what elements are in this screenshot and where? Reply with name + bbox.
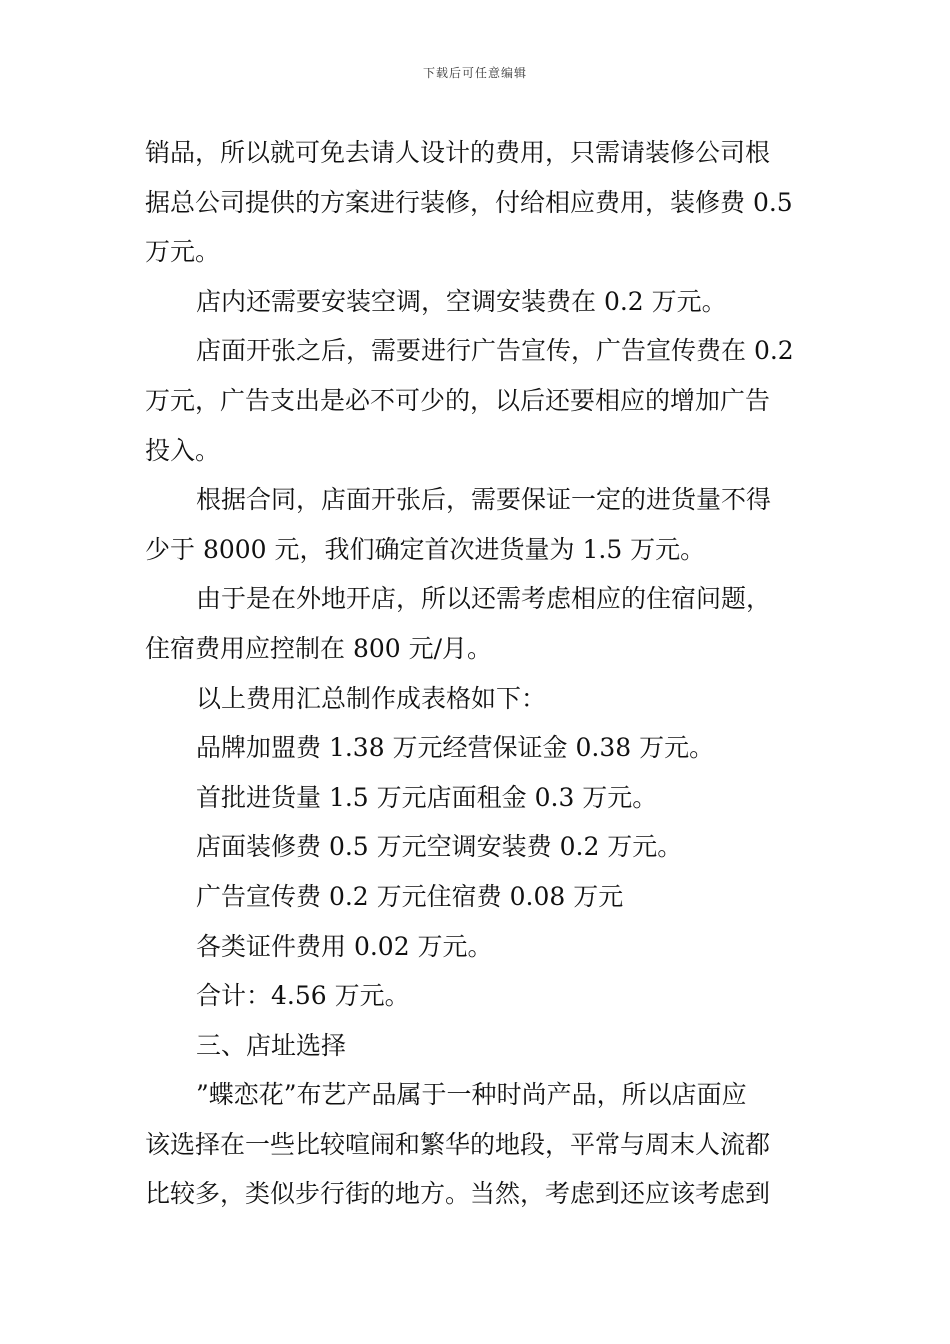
text-line: 投入。 bbox=[145, 435, 221, 465]
text-line: 店面开张之后，需要进行广告宣传，广告宣传费在 0.2 bbox=[196, 336, 794, 366]
text-line: 店内还需要安装空调，空调安装费在 0.2 万元。 bbox=[196, 286, 727, 316]
text-line: 首批进货量 1.5 万元店面租金 0.3 万元。 bbox=[196, 782, 658, 812]
text-line: 店面装修费 0.5 万元空调安装费 0.2 万元。 bbox=[196, 832, 683, 862]
text-line: 万元，广告支出是必不可少的，以后还要相应的增加广告 bbox=[145, 385, 771, 415]
text-line: 少于 8000 元，我们确定首次进货量为 1.5 万元。 bbox=[145, 534, 706, 564]
text-line: 各类证件费用 0.02 万元。 bbox=[196, 931, 493, 961]
text-line: 由于是在外地开店，所以还需考虑相应的住宿问题， bbox=[196, 584, 772, 614]
text-line: 以上费用汇总制作成表格如下： bbox=[196, 683, 547, 713]
text-line: 住宿费用应控制在 800 元/月。 bbox=[145, 633, 493, 663]
text-line: 比较多，类似步行街的地方。当然，考虑到还应该考虑到 bbox=[145, 1179, 771, 1209]
text-line: ”蝶恋花”布艺产品属于一种时尚产品，所以店面应 bbox=[196, 1080, 747, 1110]
page-header: 下载后可任意编辑 bbox=[422, 66, 527, 80]
text-line: 根据合同，店面开张后，需要保证一定的进货量不得 bbox=[196, 485, 772, 515]
text-line: 广告宣传费 0.2 万元住宿费 0.08 万元 bbox=[196, 881, 624, 911]
text-line: 万元。 bbox=[145, 237, 221, 267]
text-line: 该选择在一些比较喧闹和繁华的地段，平常与周末人流都 bbox=[145, 1129, 771, 1159]
text-line: 据总公司提供的方案进行装修，付给相应费用，装修费 0.5 bbox=[145, 187, 793, 217]
text-line: 销品，所以就可免去请人设计的费用，只需请装修公司根 bbox=[145, 138, 771, 167]
document-body bbox=[145, 128, 815, 1219]
text-line: 品牌加盟费 1.38 万元经营保证金 0.38 万元。 bbox=[196, 733, 715, 763]
text-line: 合计：4.56 万元。 bbox=[196, 981, 410, 1011]
section-heading: 三、店址选择 bbox=[196, 1030, 347, 1060]
